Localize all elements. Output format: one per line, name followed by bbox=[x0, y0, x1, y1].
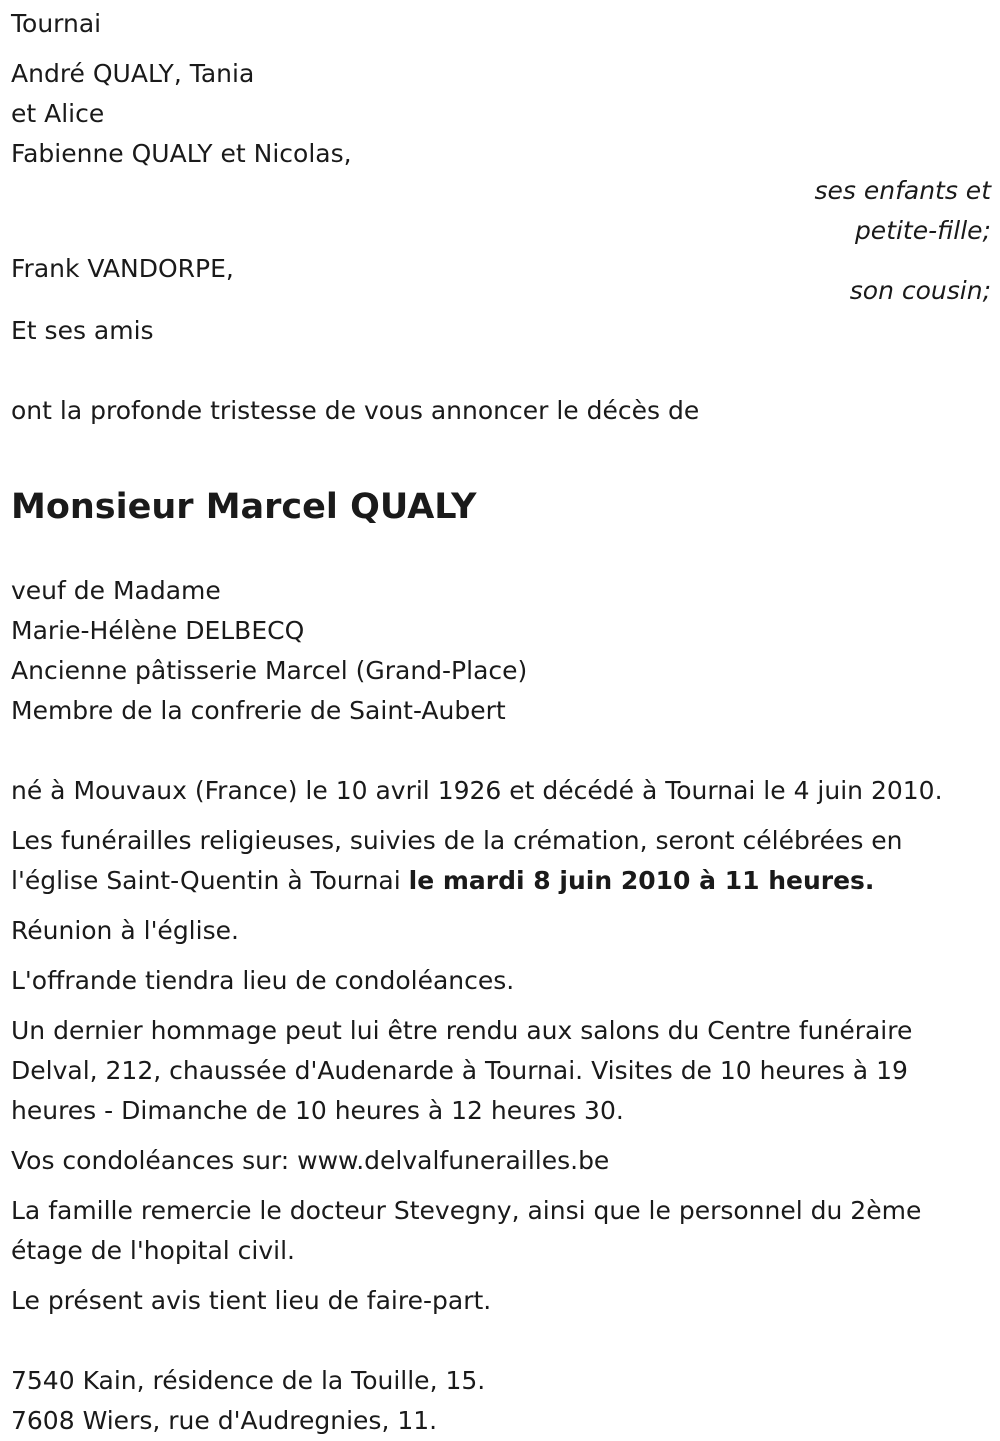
friends-line: Et ses amis bbox=[11, 316, 154, 345]
funeral-date: le mardi 8 juin 2010 à 11 heures. bbox=[408, 866, 875, 895]
detail-line: veuf de Madame bbox=[11, 576, 221, 605]
relation-label: son cousin; bbox=[849, 276, 991, 305]
detail-line: Marie-Hélène DELBECQ bbox=[11, 616, 305, 645]
detail-line: Ancienne pâtisserie Marcel (Grand-Place) bbox=[11, 656, 528, 685]
notice-line: Le présent avis tient lieu de faire-part. bbox=[11, 1286, 492, 1315]
thanks-line: étage de l'hopital civil. bbox=[11, 1236, 296, 1265]
funeral-place: l'église Saint-Quentin à Tournai bbox=[11, 866, 409, 895]
meeting-line: Réunion à l'église. bbox=[11, 916, 239, 945]
thanks-paragraph bbox=[11, 1191, 991, 1271]
tribute-line: Un dernier hommage peut lui être rendu aux salons du Centre funéraire bbox=[11, 1016, 913, 1045]
offering-line: L'offrande tiendra lieu de condoléances. bbox=[11, 966, 515, 995]
address-line: 7608 Wiers, rue d'Audregnies, 11. bbox=[11, 1406, 438, 1435]
addresses-block bbox=[11, 1361, 991, 1441]
relation-label: petite-fille; bbox=[854, 216, 991, 245]
children-role bbox=[11, 171, 991, 251]
tribute-line: heures - Dimanche de 10 heures à 12 heures 30. bbox=[11, 1096, 624, 1125]
condolences-label: Vos condoléances sur: bbox=[11, 1146, 298, 1175]
city-heading: Tournai bbox=[11, 9, 102, 38]
condolences-line bbox=[11, 1141, 991, 1181]
children-line: Fabienne QUALY et Nicolas, bbox=[11, 139, 352, 168]
funeral-line: Les funérailles religieuses, suivies de la crémation, seront célébrées en bbox=[11, 826, 903, 855]
children-line: André QUALY, Tania bbox=[11, 59, 255, 88]
deceased-details bbox=[11, 571, 991, 731]
relation-label: ses enfants et bbox=[814, 176, 991, 205]
birth-death-line: né à Mouvaux (France) le 10 avril 1926 et décédé à Tournai le 4 juin 2010. bbox=[11, 776, 943, 805]
funeral-line bbox=[11, 861, 991, 901]
obituary-notice bbox=[11, 4, 991, 1441]
address-line: 7540 Kain, résidence de la Touille, 15. bbox=[11, 1366, 486, 1395]
cousin-name: Frank VANDORPE, bbox=[11, 254, 234, 283]
thanks-line: La famille remercie le docteur Stevegny, ainsi que le personnel du 2ème bbox=[11, 1196, 922, 1225]
funeral-paragraph bbox=[11, 821, 991, 901]
condolences-link[interactable]: www.delvalfunerailles.be bbox=[297, 1146, 610, 1175]
tribute-paragraph bbox=[11, 1011, 991, 1131]
children-block bbox=[11, 54, 991, 174]
deceased-name: Monsieur Marcel QUALY bbox=[11, 487, 477, 527]
detail-line: Membre de la confrerie de Saint-Aubert bbox=[11, 696, 506, 725]
tribute-line: Delval, 212, chaussée d'Audenarde à Tournai. Visites de 10 heures à 19 bbox=[11, 1056, 908, 1085]
children-line: et Alice bbox=[11, 99, 105, 128]
announcement-text: ont la profonde tristesse de vous annoncer le décès de bbox=[11, 396, 700, 425]
